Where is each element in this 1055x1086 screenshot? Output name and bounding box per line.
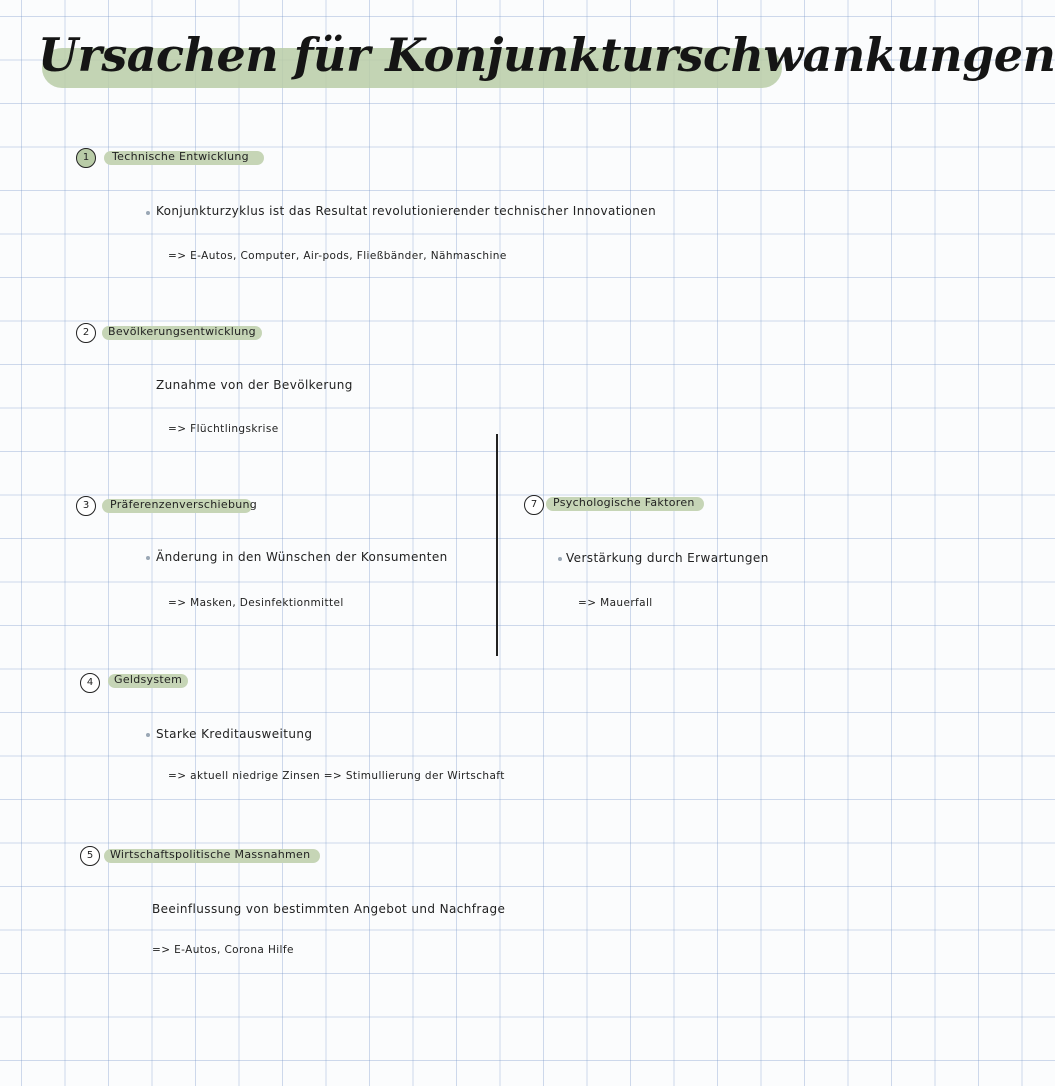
page-title: Ursachen für Konjunkturschwankungen [38,28,1055,82]
section-5-line-1: Beeinflussung von bestimmten Angebot und Nachfrage [152,902,506,916]
bullet [146,733,150,737]
bullet [146,211,150,215]
section-7-line-1: Verstärkung durch Erwartungen [566,551,769,565]
section-1-line-2: => E-Autos, Computer, Air-pods, Fließbänder, Nähmaschine [168,250,507,262]
section-5-line-2: => E-Autos, Corona Hilfe [152,944,294,956]
section-heading-4: Geldsystem [114,673,183,686]
section-number-1: 1 [76,148,96,168]
section-number-5: 5 [80,846,100,866]
section-4-line-1: Starke Kreditausweitung [156,727,313,741]
section-3-line-1: Änderung in den Wünschen der Konsumenten [156,550,448,564]
column-divider [496,434,498,656]
section-1-line-1: Konjunkturzyklus ist das Resultat revolutionierender technischer Innovationen [156,204,657,218]
section-heading-1: Technische Entwicklung [112,150,249,163]
title-block [38,22,1055,104]
section-number-3: 3 [76,496,96,516]
section-2-line-1: Zunahme von der Bevölkerung [156,378,353,392]
section-heading-5: Wirtschaftspolitische Massnahmen [110,848,311,861]
bullet [558,557,562,561]
bullet [146,556,150,560]
section-7-line-2: => Mauerfall [578,597,653,609]
section-number-2: 2 [76,323,96,343]
section-4-line-2: => aktuell niedrige Zinsen => Stimullierung der Wirtschaft [168,770,505,782]
section-2-line-2: => Flüchtlingskrise [168,423,279,435]
section-heading-7: Psychologische Faktoren [553,496,695,509]
section-number-7: 7 [524,495,544,515]
section-number-4: 4 [80,673,100,693]
section-heading-2: Bevölkerungsentwicklung [108,325,256,338]
section-heading-3: Präferenzenverschiebung [110,498,258,511]
section-3-line-2: => Masken, Desinfektionmittel [168,597,344,609]
